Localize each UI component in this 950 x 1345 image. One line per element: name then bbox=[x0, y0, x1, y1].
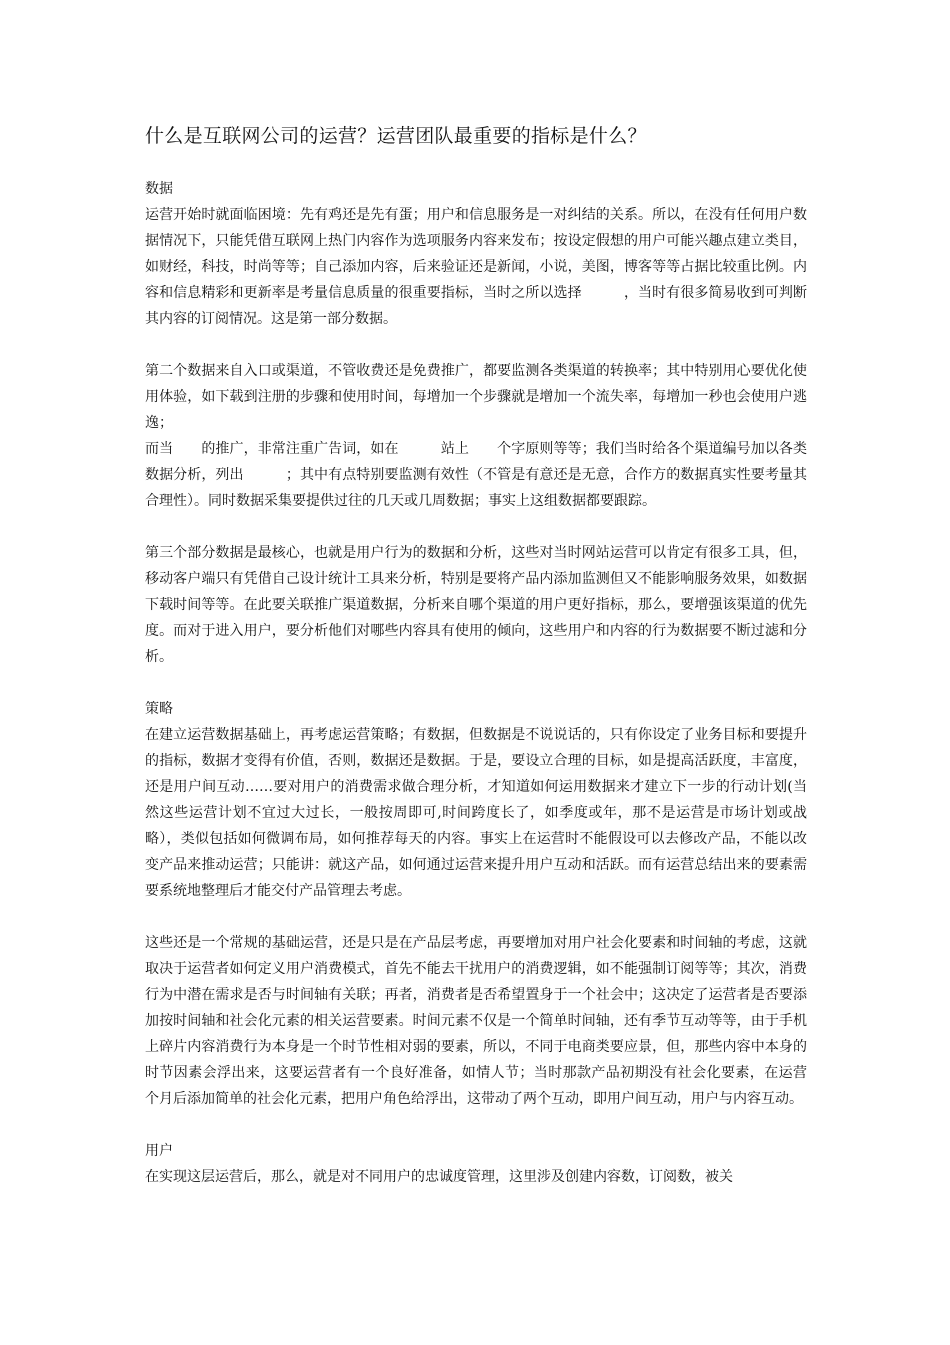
section-users bbox=[145, 1138, 807, 1190]
paragraph: 第三个部分数据是最核心，也就是用户行为的数据和分析，这些对当时网站运营可以肯定有很多工具，但，移动客户端只有凭借自己设计统计工具来分析，特别是要将产品内添加监测但又不能影响服务效果，如数据下载时间等等。在此要关联推广渠道数据，分析来自哪个渠道的用户更好指标，那么，要增强该渠道的优先度。而对于进入用户，要分析他们对哪些内容具有使用的倾向，这些用户和内容的行为数据要不断过滤和分析。 bbox=[145, 545, 807, 665]
paragraph-spacer bbox=[145, 904, 807, 930]
section-spacer bbox=[145, 1112, 807, 1138]
paragraph: 运营开始时就面临困境：先有鸡还是先有蛋；用户和信息服务是一对纠结的关系。所以，在没有任何用户数据情况下，只能凭借互联网上热门内容作为选项服务内容来发布；按设定假想的用户可能兴趣点建立类目，如财经，科技，时尚等等；自己添加内容，后来验证还是新闻，小说，美图，博客等等占据比较重比例。内容和信息精彩和更新率是考量信息质量的很重要指标，当时之所以选择 ，当时有很多简易收到可判断其内容的订阅情况。这是第一部分数据。 bbox=[145, 207, 807, 327]
paragraph-spacer bbox=[145, 514, 807, 540]
section-data bbox=[145, 176, 807, 670]
paragraph: 在实现这层运营后，那么，就是对不同用户的忠诚度管理，这里涉及创建内容数，订阅数，被关 bbox=[145, 1169, 733, 1185]
paragraph: 第二个数据来自入口或渠道，不管收费还是免费推广，都要监测各类渠道的转换率；其中特别用心要优化使用体验，如下载到注册的步骤和使用时间，每增加一个步骤就是增加一个流失率，每增加一秒也会使用户逃逸； bbox=[145, 363, 807, 431]
section-heading: 策略 bbox=[145, 701, 173, 717]
paragraph: 在建立运营数据基础上，再考虑运营策略；有数据，但数据是不说说话的，只有你设定了业务目标和要提升的指标，数据才变得有价值，否则，数据还是数据。于是，要设立合理的目标，如是提高活跃度，丰富度，还是用户间互动……要对用户的消费需求做合理分析，才知道如何运用数据来才建立下一步的行动计划(当然这些运营计划不宜过大过长，一般按周即可,时间跨度长了，如季度或年，那不是运营是市场计划或战略），类似包括如何微调布局，如何推荐每天的内容。事实上在运营时不能假设可以去修改产品，不能以改变产品来推动运营；只能讲：就这产品，如何通过运营来提升用户互动和活跃。而有运营总结出来的要素需要系统地整理后才能交付产品管理去考虑。 bbox=[145, 727, 807, 899]
paragraph: 这些还是一个常规的基础运营，还是只是在产品层考虑，再要增加对用户社会化要素和时间轴的考虑，这就取决于运营者如何定义用户消费模式，首先不能去干扰用户的消费逻辑，如不能强制订阅等等；其次，消费行为中潜在需求是否与时间轴有关联；再者，消费者是否希望置身于一个社会中；这决定了运营者是否要添加按时间轴和社会化元素的相关运营要素。时间元素不仅是一个简单时间轴，还有季节互动等等，由于手机上碎片内容消费行为本身是一个时节性相对弱的要素，所以，不同于电商类要应景，但，那些内容中本身的时节因素会浮出来，这要运营者有一个良好准备，如情人节；当时那款产品初期没有社会化要素，在运营 个月后添加简单的社会化元素，把用户角色给浮出，这带动了两个互动，即用户间互动，用户与内容互动。 bbox=[145, 935, 863, 1107]
document-page bbox=[145, 116, 863, 1190]
document-title: 什么是互联网公司的运营？运营团队最重要的指标是什么？ bbox=[145, 125, 647, 147]
paragraph: 而当 的推广，非常注重广告词，如在 站上 个字原则等等；我们当时给各个渠道编号加以各类数据分析，列出 ；其中有点特别要监测有效性（不管是有意还是无意，合作方的数据真实性要考量其合理性）。同时数据采集要提供过往的几天或几周数据；事实上这组数据都要跟踪。 bbox=[145, 441, 807, 509]
section-spacer bbox=[145, 670, 807, 696]
section-strategy bbox=[145, 696, 863, 1112]
section-heading: 用户 bbox=[145, 1143, 173, 1159]
paragraph-spacer bbox=[145, 332, 807, 358]
section-heading: 数据 bbox=[145, 181, 173, 197]
